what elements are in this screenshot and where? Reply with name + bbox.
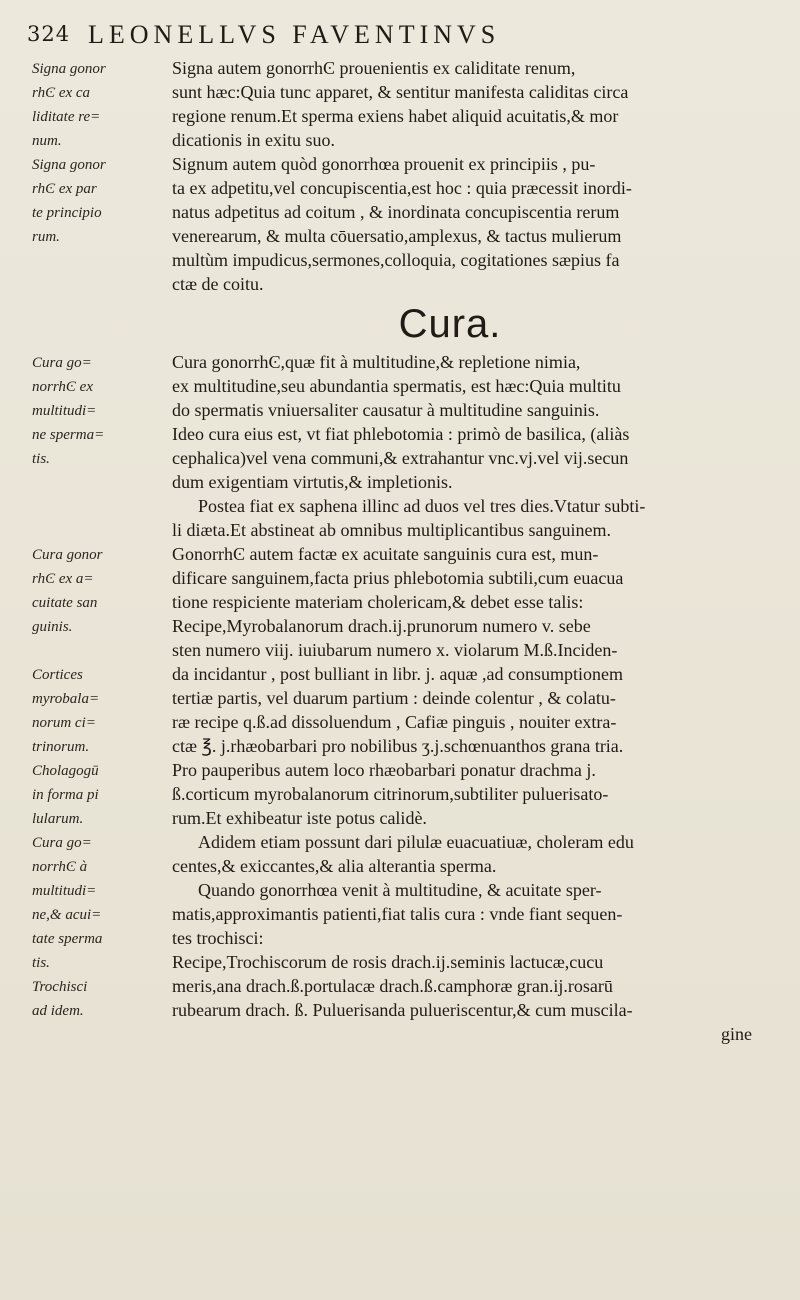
text-line [0,808,800,832]
text-line [0,640,800,664]
text-line [0,424,800,448]
marginal-note: Signa gonor [32,157,106,173]
text-line [0,58,800,82]
text-line [0,736,800,760]
marginal-note: Cura go= [32,835,92,851]
body-line: ræ recipe q.ß.ad dissoluendum , Cafiæ pinguis , nouiter extra- [172,712,617,732]
body-line: Adidem etiam possunt dari pilulæ euacuatiuæ, choleram edu [198,832,634,852]
body-line: cephalica)vel vena communi,& extrahantur vnc.vj.vel vij.secun [172,448,629,468]
body-line: dificare sanguinem,facta prius phlebotomia subtili,cum euacua [172,568,624,588]
marginal-note: tis. [32,451,50,467]
catchword-row [0,1024,800,1048]
marginal-note: norrhϾ ex [32,379,93,395]
body-line: ß.corticum myrobalanorum citrinorum,subtiliter puluerisato- [172,784,609,804]
text-line [0,664,800,688]
text-line [0,226,800,250]
text-line [0,1000,800,1024]
text-line [0,496,800,520]
text-line [0,202,800,226]
marginal-note: myrobala= [32,691,100,707]
body-line: ctæ ℥. j.rhæobarbari pro nobilibus ʒ.j.schœnuanthos grana tria. [172,736,624,756]
text-line [0,712,800,736]
body-text [0,58,800,1048]
text-line [0,178,800,202]
page-header [0,20,800,56]
text-line [0,784,800,808]
text-line [0,82,800,106]
marginal-note: Cholagogū [32,763,99,779]
page-number: 324 [27,22,71,46]
body-line: Signa autem gonorrhϾ prouenientis ex caliditate renum, [172,58,576,78]
body-line: Postea fiat ex saphena illinc ad duos vel tres dies.Vtatur subti- [198,496,646,516]
marginal-note: norrhϾ à [32,859,88,875]
body-line: rum.Et exhibeatur iste potus calidè. [172,808,427,828]
text-line [0,760,800,784]
body-line: GonorrhϾ autem factæ ex acuitate sanguinis cura est, mun- [172,544,599,564]
marginal-note: tate sperma [32,931,103,947]
marginal-note: Cura go= [32,355,92,371]
marginal-note: ne sperma= [32,427,105,443]
marginal-note: multitudi= [32,403,97,419]
text-line [0,472,800,496]
marginal-note: guinis. [32,619,73,635]
text-line [0,976,800,1000]
body-line: dum exigentiam virtutis,& impletionis. [172,472,453,492]
body-line: Ideo cura eius est, vt fiat phlebotomia : primò de basilica, (aliàs [172,424,630,444]
body-line: Recipe,Myrobalanorum drach.ij.prunorum numero v. sebe [172,616,591,636]
marginal-note: rhϾ ex ca [32,85,91,101]
marginal-note: cuitate san [32,595,98,611]
section-heading: Cura. [398,302,502,346]
text-line [0,568,800,592]
marginal-note: multitudi= [32,883,97,899]
body-line: sten numero viij. iuiubarum numero x. violarum M.ß.Inciden- [172,640,618,660]
text-line [0,688,800,712]
body-line: tione respiciente materiam cholericam,& debet esse talis: [172,592,584,612]
text-line [0,106,800,130]
text-line [0,544,800,568]
text-line [0,952,800,976]
running-head: LEONELLVS FAVENTINVS [88,20,501,49]
text-line [0,520,800,544]
text-line [0,856,800,880]
body-line: Quando gonorrhœa venit à multitudine, & acuitate sper- [198,880,602,900]
text-line [0,448,800,472]
body-line: matis,approximantis patienti,fiat talis cura : vnde fiant sequen- [172,904,623,924]
marginal-note: te principio [32,205,102,221]
body-line: Pro pauperibus autem loco rhæobarbari ponatur drachma j. [172,760,596,780]
marginal-note: in forma pi [32,787,99,803]
body-line: ex multitudine,seu abundantia spermatis, est hæc:Quia multitu [172,376,621,396]
body-line: natus adpetitus ad coitum , & inordinata concupiscentia rerum [172,202,620,222]
marginal-note: ad idem. [32,1003,84,1019]
body-line: tertiæ partis, vel duarum partium : deinde colentur , & colatu- [172,688,616,708]
marginal-note: norum ci= [32,715,96,731]
text-line [0,376,800,400]
body-line: dicationis in exitu suo. [172,130,335,150]
body-line: sunt hæc:Quia tunc apparet, & sentitur manifesta caliditas circa [172,82,629,102]
marginal-note: Trochisci [32,979,88,995]
text-line [0,400,800,424]
body-line: venerearum, & multa cōuersatio,amplexus, & tactus mulierum [172,226,622,246]
body-line: tes trochisci: [172,928,264,948]
text-line [0,904,800,928]
marginal-note: rhϾ ex a= [32,571,94,587]
marginal-note: rhϾ ex par [32,181,97,197]
text-line [0,154,800,178]
body-line: li diæta.Et abstineat ab omnibus multiplicantibus sanguinem. [172,520,611,540]
text-line [0,928,800,952]
catchword: gine [721,1024,752,1044]
marginal-note: ne,& acui= [32,907,102,923]
marginal-note: trinorum. [32,739,90,755]
marginal-note: num. [32,133,62,149]
body-line: regione renum.Et sperma exiens habet aliquid acuitatis,& mor [172,106,619,126]
body-line: rubearum drach. ß. Puluerisanda pulueriscentur,& cum muscila- [172,1000,633,1020]
body-line: Signum autem quòd gonorrhœa prouenit ex principiis , pu- [172,154,596,174]
marginal-note: tis. [32,955,50,971]
marginal-note: rum. [32,229,60,245]
body-line: da incidantur , post bulliant in libr. j. aquæ ,ad consumptionem [172,664,623,684]
marginal-note: Cortices [32,667,83,683]
body-line: Recipe,Trochiscorum de rosis drach.ij.seminis lactucæ,cucu [172,952,604,972]
marginal-note: Cura gonor [32,547,103,563]
text-line [0,130,800,154]
text-line [0,274,800,298]
body-line: ta ex adpetitu,vel concupiscentia,est hoc : quia præcessit inordi- [172,178,632,198]
body-line: do spermatis vniuersaliter causatur à multitudine sanguinis. [172,400,600,420]
body-line: Cura gonorrhϾ,quæ fit à multitudine,& repletione nimia, [172,352,581,372]
marginal-note: Signa gonor [32,61,106,77]
marginal-note: lularum. [32,811,84,827]
text-line [0,352,800,376]
text-line [0,616,800,640]
body-line: meris,ana drach.ß.portulacæ drach.ß.camphoræ gran.ij.rosarū [172,976,613,996]
text-line [0,592,800,616]
body-line: multùm impudicus,sermones,colloquia, cogitationes sæpius fa [172,250,620,270]
section-heading-row [0,298,800,352]
marginal-note: liditate re= [32,109,101,125]
body-line: centes,& exiccantes,& alia alterantia sperma. [172,856,497,876]
text-line [0,832,800,856]
body-line: ctæ de coitu. [172,274,264,294]
text-line [0,880,800,904]
text-line [0,250,800,274]
